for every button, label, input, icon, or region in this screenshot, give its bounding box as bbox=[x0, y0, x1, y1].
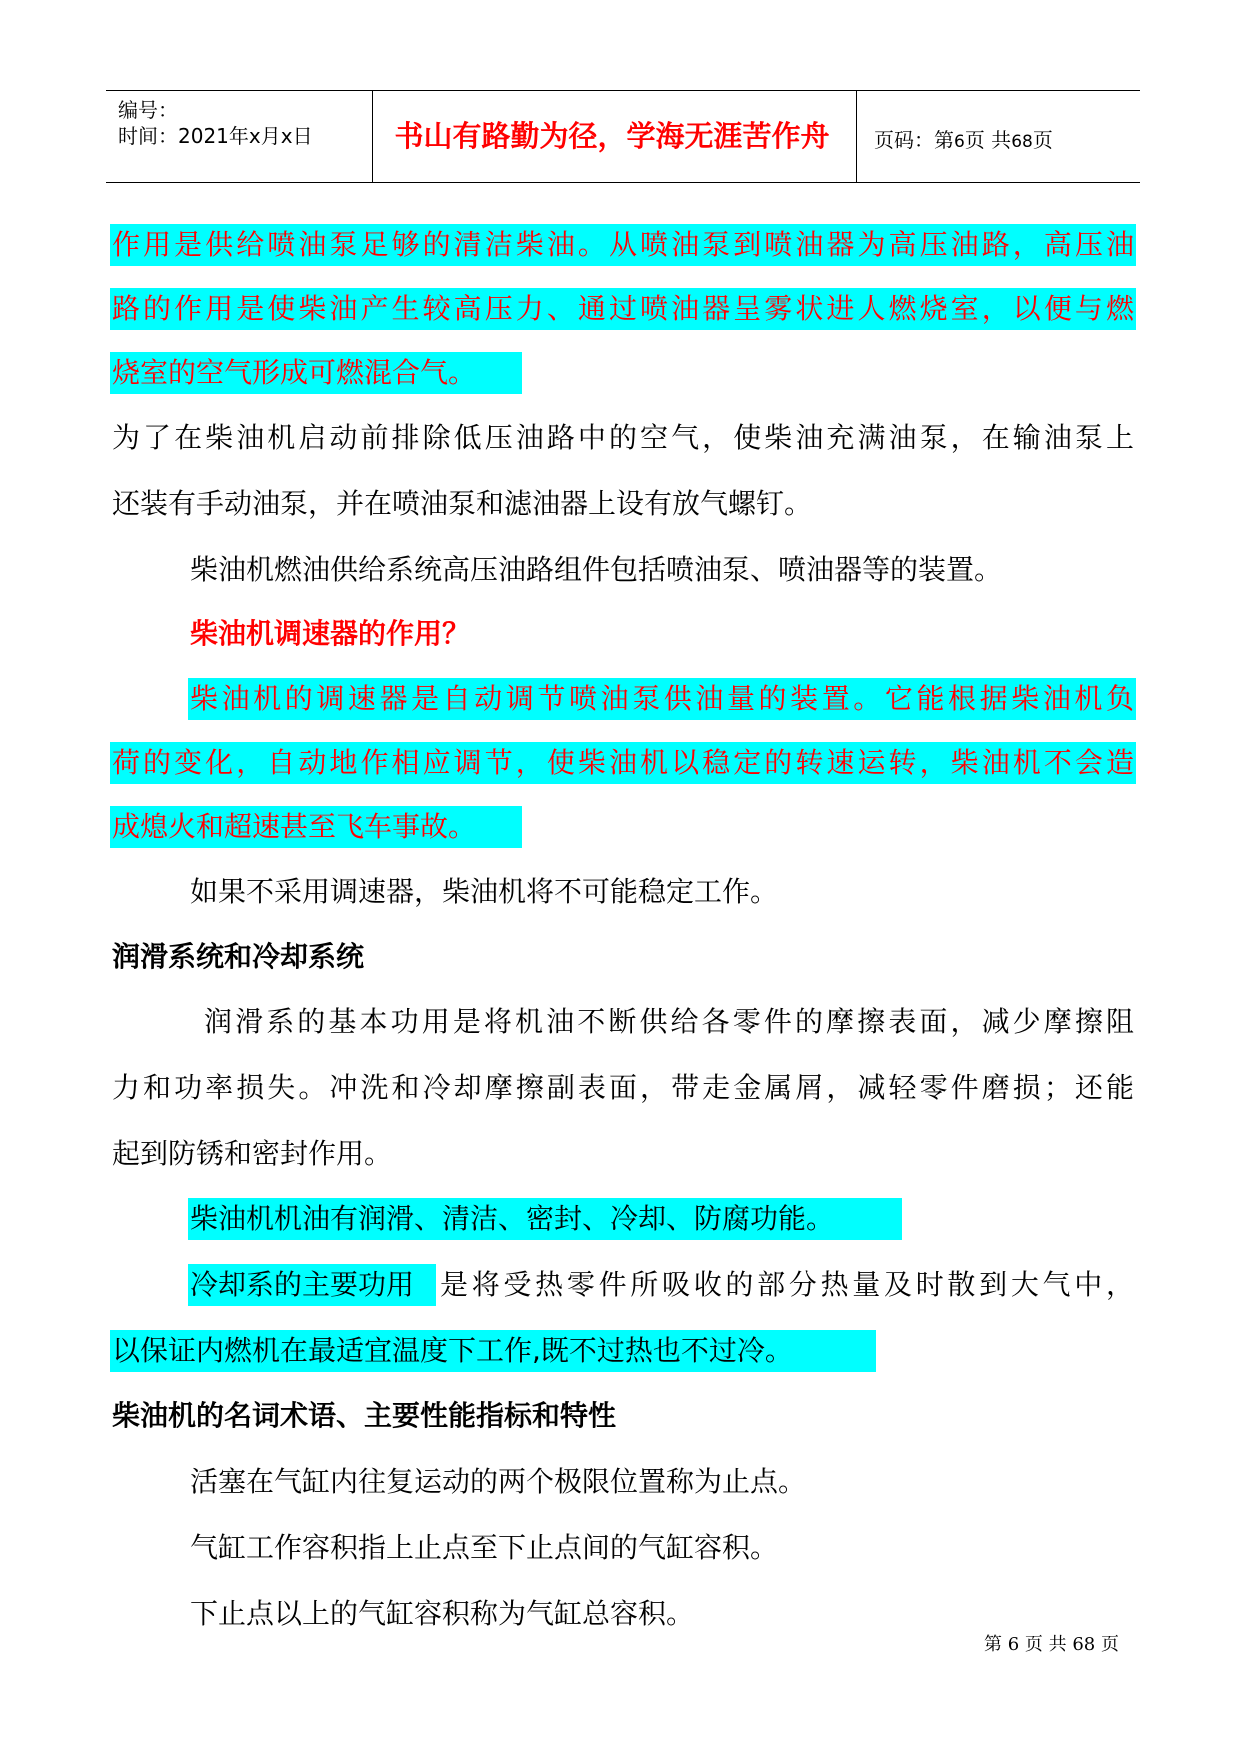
paragraph-line: 为了在柴油机启动前排除低压油路中的空气，使柴油充满油泵，在输油泵上 bbox=[112, 421, 1134, 454]
paragraph-line: 路的作用是使柴油产生较高压力、通过喷油器呈雾状进人燃烧室，以便与燃 bbox=[112, 292, 1134, 325]
header-number-label: 编号： bbox=[118, 98, 178, 122]
paragraph-line: 成熄火和超速甚至飞车事故。 bbox=[112, 810, 477, 843]
page-code-mid: 页 共 bbox=[964, 128, 1012, 152]
paragraph-line: 柴油机的调速器是自动调节喷油泵供油量的装置。它能根据柴油机负 bbox=[190, 682, 1134, 715]
header-bottom-rule bbox=[106, 182, 1140, 183]
paragraph-line: 荷的变化，自动地作相应调节，使柴油机以稳定的转速运转，柴油机不会造 bbox=[112, 746, 1134, 779]
page-code-suffix: 页 bbox=[1032, 128, 1053, 152]
section-heading: 润滑系统和冷却系统 bbox=[112, 940, 365, 973]
paragraph-line: 下止点以上的气缸容积称为气缸总容积。 bbox=[190, 1597, 695, 1630]
paragraph-line: 如果不采用调速器，柴油机将不可能稳定工作。 bbox=[190, 875, 779, 908]
page-footer: 第 6 页 共 68 页 bbox=[984, 1634, 1119, 1655]
section-heading: 柴油机的名词术语、主要性能指标和特性 bbox=[112, 1399, 617, 1432]
paragraph-line: 是将受热零件所吸收的部分热量及时散到大气中， bbox=[440, 1268, 1134, 1301]
paragraph-line: 作用是供给喷油泵足够的清洁柴油。从喷油泵到喷油器为高压油路，高压油 bbox=[112, 228, 1134, 261]
paragraph-line: 还装有手动油泵，并在喷油泵和滤油器上设有放气螺钉。 bbox=[112, 487, 813, 520]
header-page-code bbox=[874, 124, 1053, 153]
paragraph-line: 润滑系的基本功用是将机油不断供给各零件的摩擦表面，减少摩擦阻 bbox=[204, 1005, 1134, 1038]
page-code-total: 68 bbox=[1011, 132, 1033, 152]
page-code-current: 6 bbox=[954, 132, 965, 152]
paragraph-line: 以保证内燃机在最适宜温度下工作,既不过热也不过冷。 bbox=[112, 1334, 793, 1367]
paragraph-line: 气缸工作容积指上止点至下止点间的气缸容积。 bbox=[190, 1531, 779, 1564]
paragraph-line: 活塞在气缸内往复运动的两个极限位置称为止点。 bbox=[190, 1465, 807, 1498]
header-time-label: 时间：2021年x月x日 bbox=[118, 124, 313, 148]
governor-question-heading: 柴油机调速器的作用？ bbox=[190, 617, 471, 650]
paragraph-line: 冷却系的主要功用 bbox=[190, 1268, 415, 1301]
paragraph-line: 起到防锈和密封作用。 bbox=[112, 1137, 393, 1170]
paragraph-line: 柴油机机油有润滑、清洁、密封、冷却、防腐功能。 bbox=[190, 1202, 835, 1235]
header-motto: 书山有路勤为径，学海无涯苦作舟 bbox=[394, 119, 830, 153]
paragraph-line: 柴油机燃油供给系统高压油路组件包括喷油泵、喷油器等的装置。 bbox=[190, 553, 1003, 586]
page-code-prefix: 页码：第 bbox=[874, 128, 954, 152]
paragraph-line: 烧室的空气形成可燃混合气。 bbox=[112, 356, 477, 389]
header-top-rule bbox=[106, 90, 1140, 91]
paragraph-line: 力和功率损失。冲洗和冷却摩擦副表面，带走金属屑，减轻零件磨损；还能 bbox=[112, 1071, 1134, 1104]
header-divider-right bbox=[856, 90, 857, 182]
